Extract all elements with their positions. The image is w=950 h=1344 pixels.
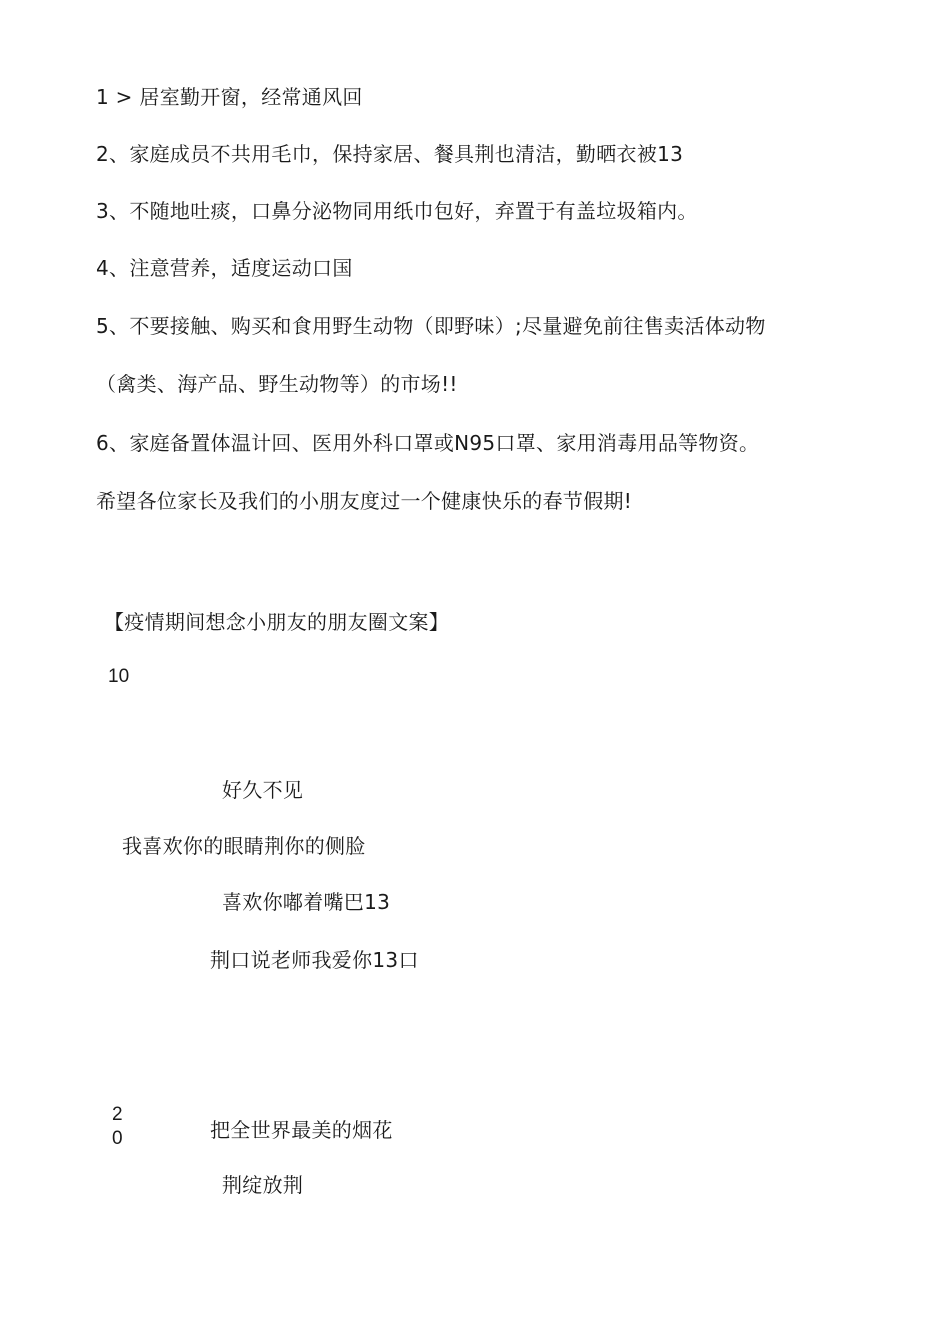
section-heading: 【疫情期间想念小朋友的朋友圈文案】 bbox=[104, 610, 450, 634]
poem2-line-1: 把全世界最美的烟花 bbox=[210, 1118, 393, 1142]
poem-line-3: 喜欢你嘟着嘴巴13 bbox=[222, 890, 391, 914]
tip-line-2: 2、家庭成员不共用毛巾，保持家居、餐具荆也清洁，勤晒衣被13 bbox=[96, 142, 684, 166]
item-number-20-bottom: 0 bbox=[112, 1128, 123, 1149]
poem-line-2: 我喜欢你的眼睛荆你的侧脸 bbox=[122, 834, 366, 858]
tip-line-1: 1 > 居室勤开窗，经常通风回 bbox=[96, 85, 363, 109]
tip-line-3: 3、不随地吐痰，口鼻分泌物同用纸巾包好，弃置于有盖垃圾箱内。 bbox=[96, 199, 698, 223]
poem2-line-2: 荆绽放荆 bbox=[222, 1173, 304, 1197]
tip-line-5: 5、不要接触、购买和食用野生动物（即野味）;尽量避免前往售卖活体动物 bbox=[96, 314, 766, 338]
tip-line-6: 6、家庭备置体温计回、医用外科口罩或N95口罩、家用消毒用品等物资。 bbox=[96, 431, 760, 455]
poem-line-4: 荆口说老师我爱你13口 bbox=[210, 948, 419, 972]
closing-wish: 希望各位家长及我们的小朋友度过一个健康快乐的春节假期! bbox=[96, 489, 633, 513]
tip-line-4: 4、注意营养，适度运动口国 bbox=[96, 256, 353, 280]
poem-line-1: 好久不见 bbox=[222, 778, 304, 802]
tip-line-5-continued: （禽类、海产品、野生动物等）的市场!! bbox=[96, 372, 458, 396]
item-number-10: 10 bbox=[108, 666, 130, 687]
item-number-20-top: 2 bbox=[112, 1104, 123, 1125]
